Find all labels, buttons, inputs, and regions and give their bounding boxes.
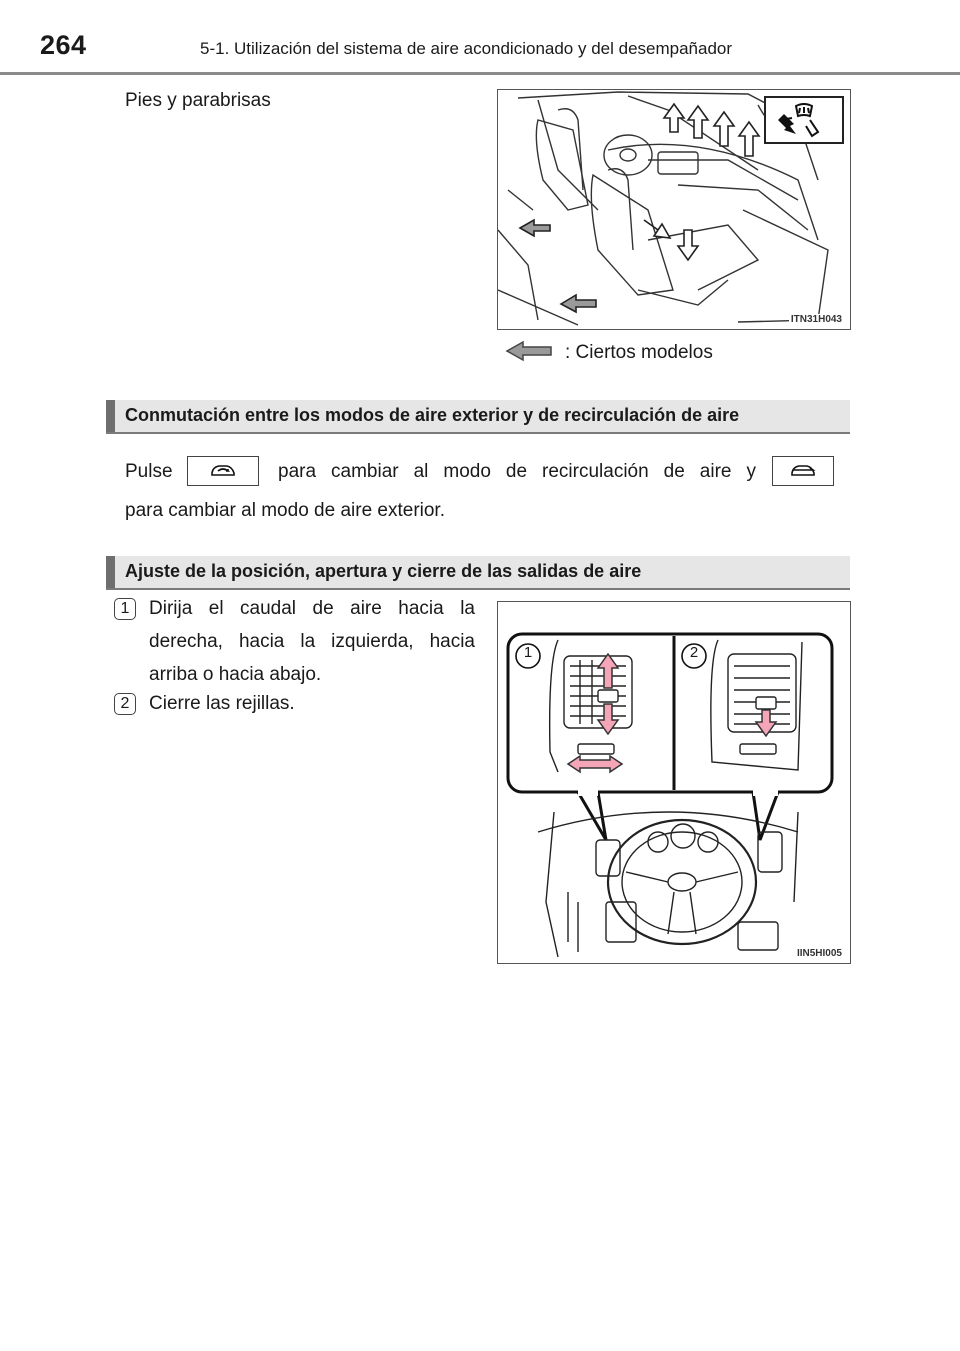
figure-code: ITN31H043: [790, 314, 842, 325]
list-number-2: 2: [114, 693, 136, 715]
recirc-text-part3: para cambiar al modo de aire exterior.: [125, 500, 445, 521]
callout-1: 1: [523, 644, 533, 661]
running-header: 5-1. Utilización del sistema de aire acondicionado y del desempañador: [200, 39, 733, 58]
outside-air-icon: [789, 462, 817, 480]
cabin-airflow-figure: [497, 89, 851, 330]
page-number: 264: [40, 30, 87, 60]
mode-label: Pies y parabrisas: [125, 90, 271, 111]
defrost-feet-mode-icon: [764, 96, 844, 144]
list-item-2-text: Cierre las rejillas.: [149, 693, 295, 714]
arrow-left-icon: [505, 340, 553, 367]
vent-adjust-figure: [497, 601, 851, 964]
recirc-text-part1: Pulse: [125, 461, 173, 482]
header-rule: [0, 72, 960, 75]
figure-code: IIN5HI005: [796, 948, 842, 959]
vent-illustration: [498, 602, 850, 963]
section-title: Conmutación entre los modos de aire exterior y de recirculación de aire: [125, 405, 740, 425]
recirculation-button[interactable]: [187, 456, 259, 486]
legend-text: : Ciertos modelos: [565, 342, 713, 363]
list-item-1-text: Dirija el caudal de aire hacia la derecha, hacia la izquierda, hacia arriba o hacia abajo.: [149, 598, 475, 685]
section-title: Ajuste de la posición, apertura y cierre de las salidas de aire: [125, 561, 642, 581]
list-number-1: 1: [114, 598, 136, 620]
callout-2: 2: [689, 644, 699, 661]
recirc-text-part2: para cambiar al modo de recirculación de aire y: [278, 461, 756, 482]
section-header-vents: [106, 556, 850, 590]
section-accent: [106, 400, 115, 432]
section-accent: [106, 556, 115, 588]
outside-air-button[interactable]: [772, 456, 834, 486]
recirculation-icon: [209, 462, 237, 480]
section-header-recirculation: [106, 400, 850, 434]
